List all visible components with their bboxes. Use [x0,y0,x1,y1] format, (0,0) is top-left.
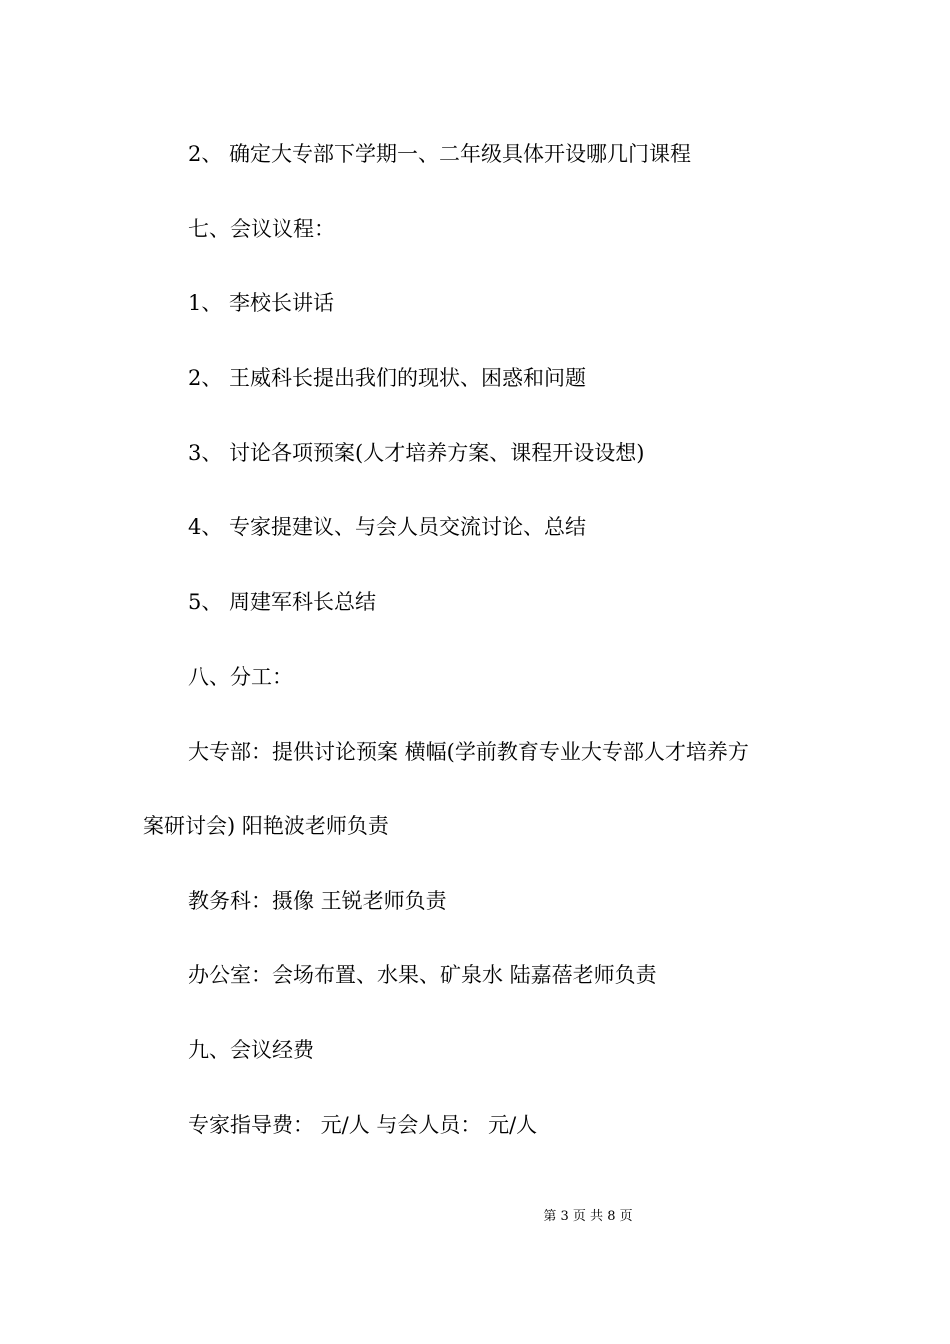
agenda-item-4: 4、 专家提建议、与会人员交流讨论、总结 [188,515,587,539]
division-college-line1: 大专部：提供讨论预案 横幅(学前教育专业大专部人才培养方 [188,740,749,764]
division-academic-affairs: 教务科：摄像 王锐老师负责 [188,889,447,913]
division-office: 办公室：会场布置、水果、矿泉水 陆嘉蓓老师负责 [188,963,657,987]
section-seven-heading: 七、会议议程： [188,217,335,241]
agenda-item-1: 1、 李校长讲话 [188,291,335,315]
division-college-line2: 案研讨会) 阳艳波老师负责 [143,814,389,838]
expense-line: 专家指导费： 元/人 与会人员： 元/人 [188,1113,538,1137]
agenda-item-2-courses: 2、 确定大专部下学期一、二年级具体开设哪几门课程 [188,142,692,166]
section-eight-heading: 八、分工： [188,665,293,689]
agenda-item-3: 3、 讨论各项预案(人才培养方案、课程开设设想) [188,441,645,465]
page-footer: 第 3 页 共 8 页 [543,1209,633,1224]
agenda-item-2: 2、 王威科长提出我们的现状、困惑和问题 [188,366,587,390]
agenda-item-5: 5、 周建军科长总结 [188,590,377,614]
section-nine-heading: 九、会议经费 [188,1038,314,1062]
